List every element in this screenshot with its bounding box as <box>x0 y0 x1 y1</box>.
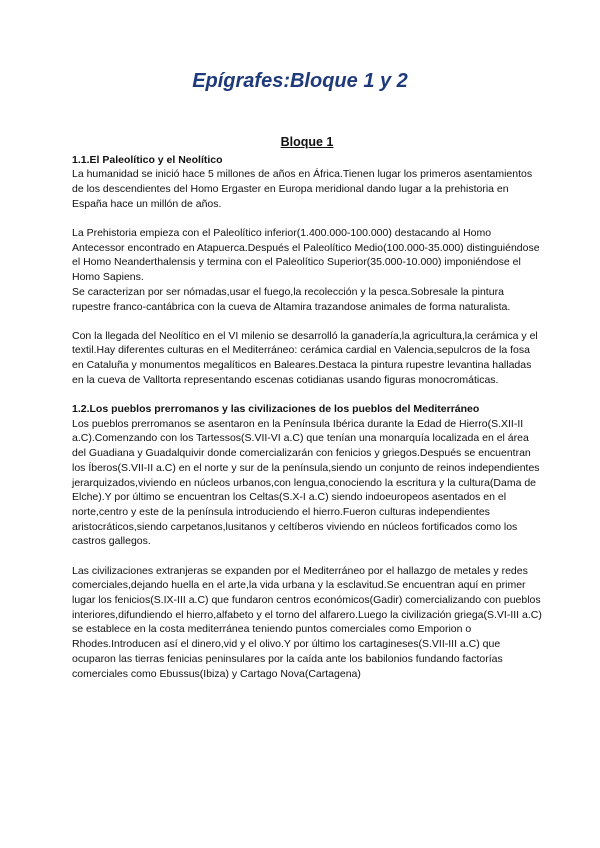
paragraph-gap <box>72 314 542 329</box>
document-title: Epígrafes:Bloque 1 y 2 <box>192 70 408 92</box>
paragraph: Con la llegada del Neolítico en el VI milenio se desarrolló la ganadería,la agricultura,la cerámica y el textil.Hay diferentes culturas en el Mediterráneo: cerámica cardial en Valencia,sepulcros de la fosa en Cataluña y monumentos megalíticos en Baleares.Destaca la pintura rupestre levantina halladas en la cueva de Valltorta representando escenas cotidianas usando figuras monocromáticas. <box>72 329 538 386</box>
section-heading-pueblos-prerromanos: 1.2.Los pueblos prerromanos y las civilizaciones de los pueblos del Mediterráneo <box>72 403 480 416</box>
paragraph-gap <box>72 212 542 227</box>
paragraph: Las civilizaciones extranjeras se expanden por el Mediterráneo por el hallazgo de metales y redes comerciales,dejando huella en el arte,la vida urbana y la esclavitud.Se encuentran aquí en primer lugar los fenicios(S.IX-III a.C) que fundaron centros económicos(Gadir) comercializando con pueblos interiores,difundiendo el hierro,alfabeto y el torno del alfarero.Luego la civilización griega(S.VI-III a.C) se establece en la costa mediterránea teniendo puntos comerciales como Emporion o Rhodes.Introducen así el dinero,vid y el olivo.Y por último los cartagineses(S.VII-III a.C) que ocuparon las tierras fenicias peninsulares por la caída ante los babilonios fundando factorías comerciales como Ebussus(Ibiza) y Cartago Nova(Cartagena) <box>72 564 542 680</box>
paragraph: Se caracterizan por ser nómadas,usar el fuego,la recolección y la pesca.Sobresale la pintura rupestre franco-cantábrica con la cueva de Altamira trazandose animales de forma naturalista. <box>72 285 511 313</box>
document-body <box>72 135 542 681</box>
paragraph-gap <box>72 549 542 564</box>
block-title: Bloque 1 <box>280 135 334 149</box>
paragraph: Los pueblos prerromanos se asentaron en la Península Ibérica durante la Edad de Hierro(S.XII-II a.C).Comenzando con los Tartessos(S.VII-VI a.C) que tenían una monarquía localizada en el área del Guadiana y Guadalquivir donde comercializarán con fenicios y griegos.Después se encuentran los Íberos(S.VII-II a.C) en el norte y sur de la península,siendo un conjunto de reinos independientes jerarquizados,viviendo en núcleos urbanos,con lengua,conociendo la escritura y la cultura(Dama de Elche).Y por último se encuentran los Celtas(S.X-I a.C) siendo indoeuropeos asentados en el norte,centro y este de la península introduciendo el hierro.Fueron culturas independientes aristocráticos,siendo carpetanos,lusitanos y celtíberos viviendo en núcleos fortificados como los castros gallegos. <box>72 417 540 548</box>
section-heading-paleolitico: 1.1.El Paleolítico y el Neolítico <box>72 153 223 166</box>
paragraph: La Prehistoria empieza con el Paleolítico inferior(1.400.000-100.000) destacando al Homo Antecessor encontrado en Atapuerca.Después el Paleolítico Medio(100.000-35.000) distinguiéndose el Homo Neanderthalensis y termina con el Paleolítico Superior(35.000-10.000) imponiéndose el Homo Sapiens. <box>72 227 540 284</box>
paragraph: La humanidad se inició hace 5 millones de años en África.Tienen lugar los primeros asentamientos de los descendientes del Homo Ergaster en Europa meridional dando lugar a la prehistoria en España hace un millón de años. <box>72 168 533 210</box>
paragraph-gap <box>72 388 542 403</box>
